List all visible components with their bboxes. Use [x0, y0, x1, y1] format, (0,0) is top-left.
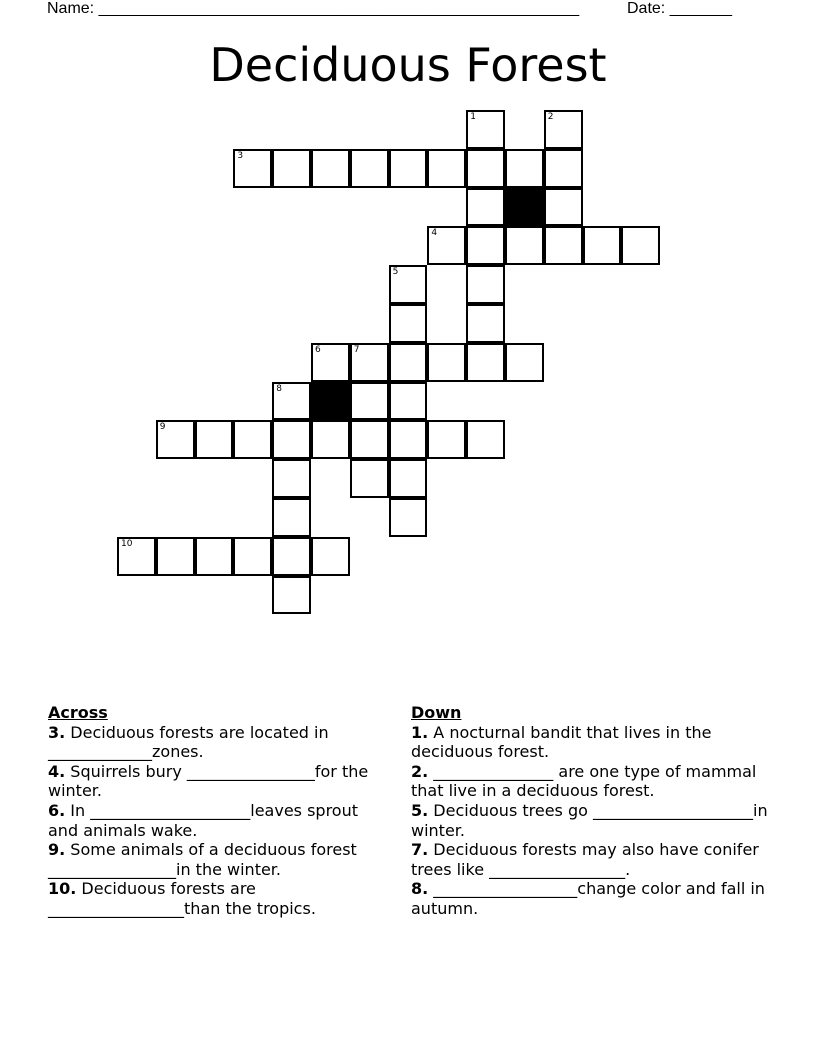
clue-number: 3 [237, 150, 244, 161]
down-heading: Down [411, 703, 462, 722]
grid-cell[interactable] [233, 420, 272, 459]
grid-cell[interactable] [272, 537, 311, 576]
grid-cell[interactable] [272, 149, 311, 188]
clue-number: 2 [547, 112, 554, 122]
grid-cell[interactable] [389, 304, 428, 343]
clue-text: Some animals of a deciduous forest ________________in the winter. [48, 840, 357, 879]
clue-number: 8 [276, 383, 282, 394]
grid-cell[interactable] [466, 149, 505, 188]
grid-cell[interactable] [466, 304, 505, 343]
grid-cell[interactable] [272, 382, 311, 421]
grid-cell[interactable] [350, 382, 389, 421]
clue-number: 2. [411, 761, 429, 781]
clue-number: 8. [411, 879, 429, 899]
grid-cell[interactable] [544, 226, 583, 265]
grid-cell[interactable] [233, 149, 272, 188]
clue-number: 5. [411, 800, 429, 820]
grid-cell[interactable] [466, 265, 505, 304]
grid-cell[interactable] [389, 343, 428, 382]
clue-text: In ____________________leaves sprout and animals wake. [48, 800, 358, 840]
clue-number: 10. [48, 879, 77, 899]
grid-cell[interactable] [311, 537, 350, 576]
black-cell [311, 382, 350, 421]
grid-cell[interactable] [466, 226, 505, 265]
across-heading: Across [48, 703, 108, 722]
grid-cell[interactable] [466, 110, 505, 149]
grid-cell[interactable] [389, 382, 428, 421]
clue-number: 10 [121, 538, 133, 549]
grid-cell[interactable] [427, 226, 466, 265]
across-clue [48, 801, 378, 840]
across-clue [48, 723, 378, 762]
grid-cell[interactable] [117, 537, 156, 576]
down-clue [411, 723, 771, 762]
clue-text: _______________ are one type of mammal that live in a deciduous forest. [411, 761, 757, 801]
grid-cell[interactable] [350, 343, 389, 382]
grid-cell[interactable] [389, 459, 428, 498]
grid-cell[interactable] [466, 188, 505, 227]
clue-number: 7 [353, 344, 360, 355]
page-title: Deciduous Forest [209, 38, 607, 92]
grid-cell[interactable] [427, 343, 466, 382]
grid-cell[interactable] [583, 226, 622, 265]
grid-cell[interactable] [389, 420, 428, 459]
across-clue [48, 762, 378, 801]
down-clue [411, 840, 771, 879]
grid-cell[interactable] [311, 420, 350, 459]
grid-cell[interactable] [544, 110, 583, 149]
grid-cell[interactable] [156, 537, 195, 576]
grid-cell[interactable] [544, 149, 583, 188]
grid-cell[interactable] [389, 265, 428, 304]
grid-cell[interactable] [350, 459, 389, 498]
across-clues [48, 703, 378, 919]
clue-number: 9. [48, 840, 66, 860]
grid-cell[interactable] [272, 420, 311, 459]
date-field[interactable]: Date: _______ [627, 0, 732, 17]
grid-cell[interactable] [233, 537, 272, 576]
grid-cell[interactable] [156, 420, 195, 459]
black-cell [505, 188, 544, 227]
clue-number: 1 [470, 112, 476, 122]
grid-cell[interactable] [272, 459, 311, 498]
clue-text: Deciduous forests are _________________than the tropics. [48, 879, 316, 918]
grid-cell[interactable] [311, 343, 350, 382]
grid-cell[interactable] [427, 420, 466, 459]
down-clue [411, 879, 771, 918]
grid-cell[interactable] [621, 226, 660, 265]
grid-cell[interactable] [505, 226, 544, 265]
clue-text: Squirrels bury ________________for the winter. [48, 761, 369, 801]
grid-cell[interactable] [350, 420, 389, 459]
clue-number: 5 [392, 267, 399, 278]
clue-number: 3. [48, 722, 66, 742]
grid-cell[interactable] [505, 343, 544, 382]
clue-number: 7. [411, 840, 429, 860]
clue-number: 6. [48, 800, 66, 820]
grid-cell[interactable] [195, 537, 234, 576]
grid-cell[interactable] [466, 420, 505, 459]
grid-cell[interactable] [505, 149, 544, 188]
across-clue [48, 840, 378, 879]
down-clue [411, 762, 771, 801]
grid-cell[interactable] [272, 576, 311, 615]
down-clues [411, 703, 771, 919]
clue-text: Deciduous forests are located in _____________zones. [48, 722, 329, 762]
clue-number: 4 [431, 228, 438, 239]
grid-cell[interactable] [544, 188, 583, 227]
name-field[interactable]: Name: ______________________________________________________ [47, 0, 580, 17]
clue-number: 4. [48, 761, 66, 781]
grid-cell[interactable] [350, 149, 389, 188]
grid-cell[interactable] [311, 149, 350, 188]
across-clue [48, 879, 378, 918]
grid-cell[interactable] [272, 498, 311, 537]
grid-cell[interactable] [389, 498, 428, 537]
clue-number: 6 [315, 344, 321, 355]
clue-number: 9 [159, 422, 166, 433]
clue-text: Deciduous trees go ____________________in winter. [411, 800, 768, 840]
grid-cell[interactable] [195, 420, 234, 459]
down-clue [411, 801, 771, 840]
clue-text: A nocturnal bandit that lives in the deciduous forest. [411, 722, 712, 762]
grid-cell[interactable] [389, 149, 428, 188]
clue-number: 1. [411, 722, 429, 742]
clue-text: Deciduous forests may also have conifer trees like _________________. [411, 840, 759, 879]
clue-text: __________________change color and fall in autumn. [411, 879, 765, 918]
grid-cell[interactable] [466, 343, 505, 382]
grid-cell[interactable] [427, 149, 466, 188]
